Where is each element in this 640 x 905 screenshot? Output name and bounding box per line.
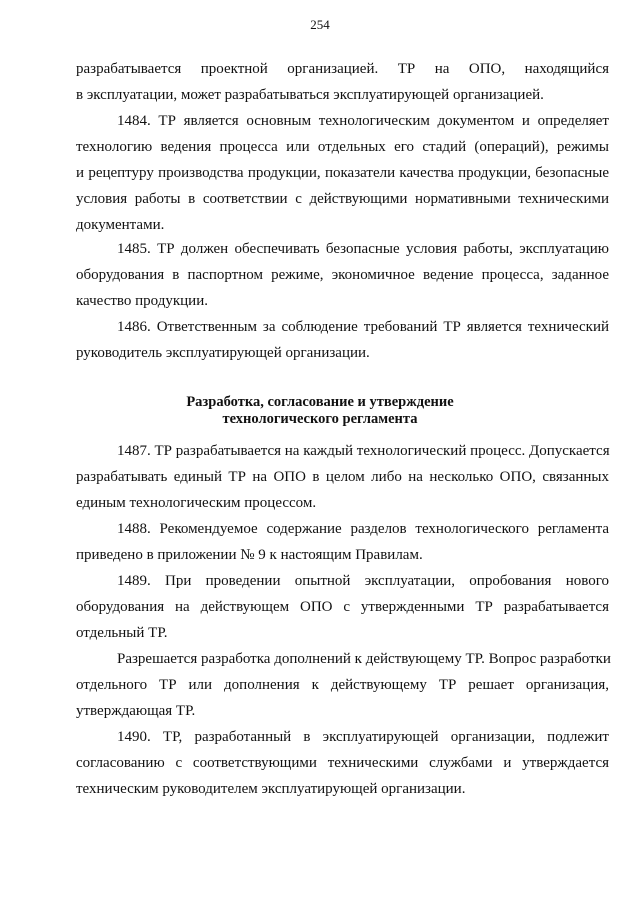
paragraph-1489 <box>76 568 609 646</box>
paragraph-1490 <box>76 724 609 802</box>
text-line: оборудования в паспортном режиме, экономичное ведение процесса, заданное <box>76 267 609 283</box>
section-heading <box>0 394 640 428</box>
text-line: 1490. ТР, разработанный в эксплуатирующей организации, подлежит <box>117 729 609 745</box>
text-line: 1484. ТР является основным технологическим документом и определяет <box>117 113 609 129</box>
text-line: приведено в приложении № 9 к настоящим Правилам. <box>76 547 423 563</box>
text-line: Разрешается разработка дополнений к действующему ТР. Вопрос разработки <box>117 651 611 667</box>
section-heading-line: Разработка, согласование и утверждение <box>186 394 454 410</box>
text-line: разрабатывается проектной организацией. ТР на ОПО, находящийся <box>76 61 609 77</box>
text-line: разрабатывать единый ТР на ОПО в целом либо на несколько ОПО, связанных <box>76 469 609 485</box>
text-line: качество продукции. <box>76 293 208 309</box>
text-line: отдельный ТР. <box>76 625 168 641</box>
text-line: 1488. Рекомендуемое содержание разделов технологического регламента <box>117 521 609 537</box>
paragraph-addendum <box>76 646 609 724</box>
paragraph-1487 <box>76 438 609 516</box>
text-line: и рецептуру производства продукции, показатели качества продукции, безопасные <box>76 165 609 181</box>
text-line: условия работы в соответствии с действующими нормативными техническими <box>76 191 609 207</box>
text-line: единым технологическим процессом. <box>76 495 317 511</box>
text-line: 1486. Ответственным за соблюдение требований ТР является технический <box>117 319 609 335</box>
page-number: 254 <box>310 17 330 32</box>
text-line: отдельного ТР или дополнения к действующему ТР решает организация, <box>76 677 609 693</box>
text-line: оборудования на действующем ОПО с утвержденными ТР разрабатывается <box>76 599 609 615</box>
paragraph-continuation <box>76 56 609 108</box>
text-line: в эксплуатации, может разрабатываться эксплуатирующей организацией. <box>76 87 544 103</box>
text-line: документами. <box>76 217 165 233</box>
text-line: 1489. При проведении опытной эксплуатации, опробования нового <box>117 573 609 589</box>
text-line: 1485. ТР должен обеспечивать безопасные условия работы, эксплуатацию <box>117 241 609 257</box>
paragraph-1484 <box>76 108 609 238</box>
text-line: техническим руководителем эксплуатирующей организации. <box>76 781 466 797</box>
text-line: утверждающая ТР. <box>76 703 196 719</box>
text-line: технологию ведения процесса или отдельных его стадий (операций), режимы <box>76 139 609 155</box>
paragraph-1486 <box>76 314 609 366</box>
text-line: руководитель эксплуатирующей организации. <box>76 345 370 361</box>
text-line: 1487. ТР разрабатывается на каждый технологический процесс. Допускается <box>117 443 610 459</box>
text-line: согласованию с соответствующими техническими службами и утверждается <box>76 755 609 771</box>
paragraph-1485 <box>76 236 609 314</box>
paragraph-1488 <box>76 516 609 568</box>
section-heading-line: технологического регламента <box>222 411 418 427</box>
